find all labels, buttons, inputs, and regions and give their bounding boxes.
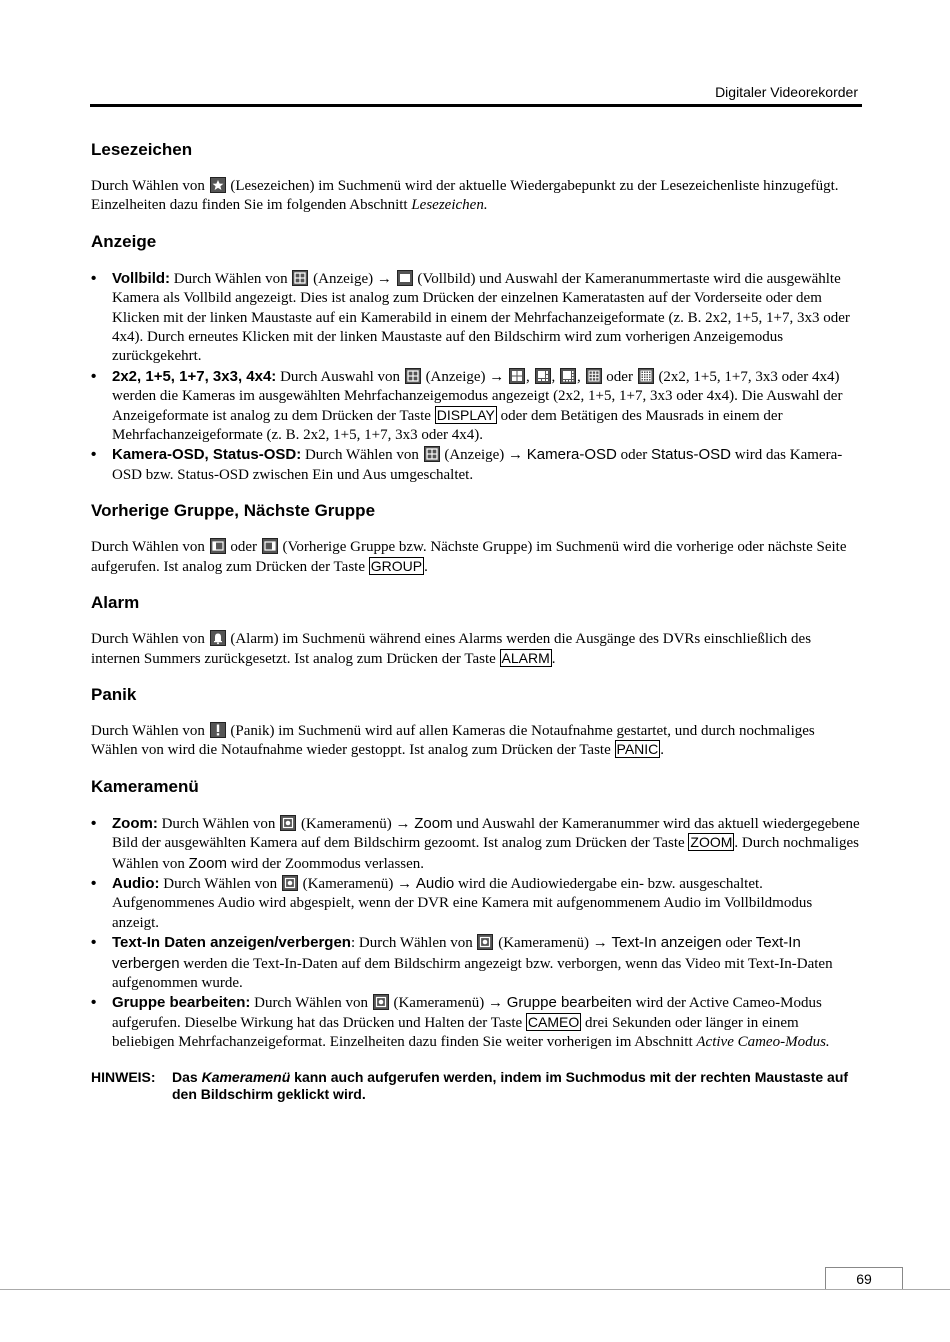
display-icon bbox=[424, 446, 440, 462]
bookmark-icon bbox=[210, 177, 226, 193]
bullet-list bbox=[91, 269, 861, 485]
list-item: • Gruppe bearbeiten: Durch Wählen von (Kameramenü) → Gruppe bearbeiten wird der Active Cameo-Modus aufgerufen. Dieselbe Wirkung hat das Drücken und Halten der Taste CAMEO drei Sekunden oder länger in einem beliebigen Mehrfachanzeigeformat. Einzelheiten dazu finden Sie weiter vorherigen im Abschnitt Active Cameo-Modus. bbox=[91, 993, 861, 1052]
panic-icon bbox=[210, 722, 226, 738]
menu-item-name: Status-OSD bbox=[650, 446, 732, 464]
menu-item-name: Text-In anzeigen bbox=[611, 934, 722, 952]
previous-group-icon bbox=[210, 538, 226, 554]
grid-1plus5-icon bbox=[535, 368, 551, 384]
cross-reference-link: Active Cameo-Modus. bbox=[696, 1034, 830, 1051]
note-box bbox=[91, 1069, 861, 1103]
header-rule bbox=[90, 104, 862, 107]
menu-item-name: Gruppe bearbeiten bbox=[506, 994, 632, 1012]
cameo-key-label: CAMEO bbox=[527, 1013, 580, 1030]
section-kameramenu bbox=[91, 777, 861, 1053]
section-paragraph: Durch Wählen von (Lesezeichen) im Suchmenü wird der aktuelle Wiedergabepunkt zu der Lesezeichenliste hinzugefügt. Einzelheiten dazu finden Sie im folgenden Abschnitt Lesezeichen. bbox=[91, 178, 839, 214]
bullet-list bbox=[91, 814, 861, 1053]
running-header: Digitaler Videorekorder bbox=[715, 84, 858, 100]
section-paragraph: Durch Wählen von (Panik) im Suchmenü wird auf allen Kameras die Notaufnahme gestartet, und durch nochmaliges Wählen von wird die Notaufnahme wieder gestoppt. Ist analog zum Drücken der Taste PANIC . bbox=[91, 722, 815, 759]
section-panik bbox=[91, 685, 861, 761]
grid-2x2-icon bbox=[509, 368, 525, 384]
list-item: • Text-In Daten anzeigen/verbergen: Durch Wählen von (Kameramenü) → Text-In anzeigen oder Text-In verbergen werden die Text-In-Daten auf dem Bildschirm angezeigt bzw. verborgen, wenn das Video mit Text-In-Daten aufgenommen wurde. bbox=[91, 933, 861, 993]
panic-key-label: PANIC bbox=[616, 741, 659, 758]
page-content bbox=[91, 140, 861, 1103]
section-lesezeichen bbox=[91, 140, 861, 216]
menu-item-name: Zoom bbox=[414, 814, 453, 832]
section-paragraph: Durch Wählen von (Alarm) im Suchmenü während eines Alarms werden die Ausgänge des DVRs einschließlich des internen Summers zurückgesetzt. Ist analog zum Drücken der Taste ALARM . bbox=[91, 631, 812, 667]
grid-1plus7-icon bbox=[560, 368, 576, 384]
display-icon bbox=[405, 368, 421, 384]
display-icon bbox=[292, 270, 308, 286]
section-title: Lesezeichen bbox=[91, 140, 193, 159]
note-text: Das Kameramenü kann auch aufgerufen werden, indem im Suchmodus mit der rechten Maustaste auf den Bildschirm geklickt wird. bbox=[172, 1068, 849, 1102]
section-gruppe bbox=[91, 501, 861, 577]
group-key-label: GROUP bbox=[370, 557, 423, 574]
section-title: Alarm bbox=[91, 593, 140, 613]
zoom-key-label: ZOOM bbox=[690, 834, 733, 851]
section-anzeige bbox=[91, 232, 861, 485]
menu-item-name: Audio bbox=[415, 874, 455, 892]
section-paragraph: Durch Wählen von oder (Vorherige Gruppe bzw. Nächste Gruppe) im Suchmenü wird die vorherige oder nächste Seite aufgerufen. Ist analog zum Drücken der Taste GROUP . bbox=[91, 539, 847, 575]
alarm-key-label: ALARM bbox=[501, 649, 550, 666]
section-alarm bbox=[91, 593, 861, 669]
page-number: 69 bbox=[825, 1267, 903, 1290]
list-item: • Kamera-OSD, Status-OSD: Durch Wählen von (Anzeige) → Kamera-OSD oder Status-OSD wird das Kamera-OSD bzw. Status-OSD zwischen Ein und Aus umgeschaltet. bbox=[91, 445, 861, 485]
list-item: • Zoom: Durch Wählen von (Kameramenü) → Zoom und Auswahl der Kameranummer wird das aktuell wiedergegebene Bild der ausgewählten Kamera auf dem Bildschirm gezoomt. Ist analog zum Drücken der Taste ZOOM . Durch nochmaliges Wählen von Zoom wird der Zoommodus verlassen. bbox=[91, 814, 861, 874]
next-group-icon bbox=[262, 538, 278, 554]
section-title: Panik bbox=[91, 684, 137, 704]
footer-rule bbox=[0, 1289, 950, 1290]
section-title: Anzeige bbox=[91, 231, 157, 251]
note-label: HINWEIS: bbox=[91, 1068, 156, 1085]
list-item: • Vollbild: Durch Wählen von (Anzeige) → (Vollbild) und Auswahl der Kameranummertaste wird die ausgewählte Kamera als Vollbild angezeigt. Dies ist analog zum Drücken der einzelnen Kameratasten auf der Vorderseite oder dem Klicken mit der linken Maustaste auf ein Kamerabild in einem der Mehrfachanzeigeformate (z. B. 2x2, 1+5, 1+7, 3x3 oder 4x4). Durch erneutes Klicken mit der linken Maustaste auf den Bildschirm wird zum vorherigen Anzeigemodus zurückgekehrt. bbox=[91, 269, 861, 367]
menu-item-name: Text-In verbergen bbox=[112, 934, 801, 972]
list-item: • 2x2, 1+5, 1+7, 3x3, 4x4: Durch Auswahl von (Anzeige) → , , , oder (2x2, 1+5, 1+7, 3x3 oder 4x4) werden die Kameras im ausgewählten Mehrfachanzeigemodus angezeigt (2x2, 1+5, 1+7, 3x3 oder 4x4). Die Auswahl der Anzeigeformate ist analog zu dem Drücken der Taste DISPLAY oder dem Betätigen des Mausrads in einem der Mehrfachanzeigeformate (z. B. 2x2, 1+5, 1+7, 3x3 oder 4x4). bbox=[91, 367, 861, 446]
fullscreen-icon bbox=[397, 270, 413, 286]
alarm-bell-icon bbox=[210, 630, 226, 646]
grid-4x4-icon bbox=[638, 368, 654, 384]
list-item: • Audio: Durch Wählen von (Kameramenü) → Audio wird die Audiowiedergabe ein- bzw. ausgeschaltet. Aufgenommenes Audio wird abgespielt, wenn der DVR eine Kamera mit aufgenommenem Audio im Vollbildmodus anzeigt. bbox=[91, 874, 861, 933]
camera-menu-icon bbox=[282, 875, 298, 891]
menu-item-name: Kamera-OSD bbox=[526, 446, 617, 464]
camera-menu-icon bbox=[373, 994, 389, 1010]
section-title: Vorherige Gruppe, Nächste Gruppe bbox=[91, 501, 376, 521]
cross-reference-link: Lesezeichen. bbox=[411, 197, 488, 214]
camera-menu-icon bbox=[477, 934, 493, 950]
grid-3x3-icon bbox=[586, 368, 602, 384]
section-title: Kameramenü bbox=[91, 776, 199, 796]
display-key-label: DISPLAY bbox=[436, 406, 495, 423]
camera-menu-icon bbox=[280, 815, 296, 831]
menu-item-name: Zoom bbox=[188, 854, 227, 872]
